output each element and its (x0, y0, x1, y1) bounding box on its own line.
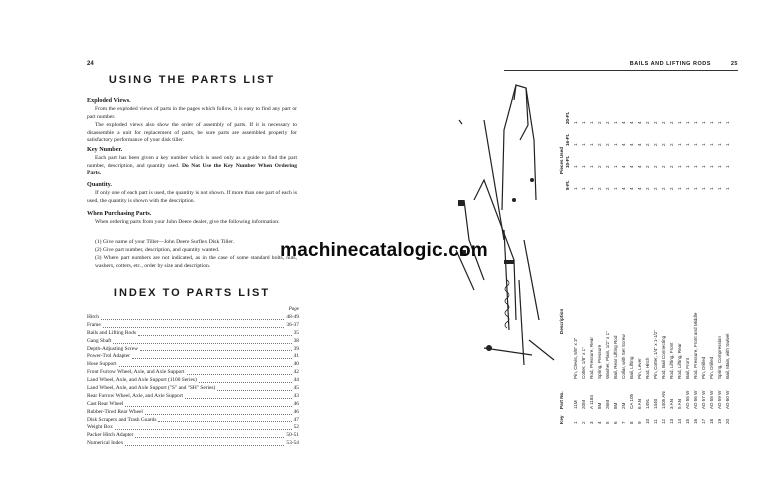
index-row-page: 47 (293, 416, 299, 423)
table-cell-description: Bail, Front (685, 358, 690, 379)
table-cell-part-no: 8M (613, 402, 618, 409)
table-cell-quantity: 2 (669, 121, 674, 124)
table-cell-key: 13 (669, 418, 674, 424)
index-row-title: Numerical Index (87, 440, 124, 447)
table-cell-part-no: 1491 (645, 398, 650, 409)
table-cell-quantity: 1 (701, 143, 706, 146)
table-cell-key: 6 (613, 421, 618, 424)
index-row-leader (145, 409, 292, 415)
table-cell-quantity: 4 (621, 165, 626, 168)
table-header-description: Description (559, 308, 564, 334)
table-cell-quantity: 1 (701, 121, 706, 124)
page-number-left: 24 (87, 61, 94, 67)
table-cell-quantity: 4 (637, 143, 642, 146)
table-cell-quantity: 1 (677, 187, 682, 190)
table-cell-part-no: 20M (581, 400, 586, 409)
index-row-page: 36-37 (286, 321, 299, 328)
index-row-leader (113, 338, 291, 344)
table-cell-key: 5 (605, 421, 610, 424)
exploded-view-diagram (444, 80, 564, 380)
table-cell-quantity: 1 (589, 121, 594, 124)
index-page-label: Page (288, 307, 299, 312)
index-row-page: 43 (293, 392, 299, 399)
index-row (87, 440, 299, 448)
table-cell-key: 20 (725, 418, 730, 424)
index-row-title: Frame (87, 321, 101, 328)
table-cell-quantity: 1 (613, 187, 618, 190)
table-cell-quantity: 1 (685, 165, 690, 168)
table-cell-part-no: A 1184 (589, 395, 594, 409)
index-row-page: 38 (293, 337, 299, 344)
index-row-leader (135, 432, 284, 438)
index-row-leader (101, 314, 284, 320)
index-row-title: Rubber-Tired Rear Wheel (87, 408, 143, 415)
table-cell-quantity: 2 (645, 121, 650, 124)
table-cell-quantity: 2 (653, 143, 658, 146)
para-exploded-views-2: The exploded views also show the order of assembly of parts. If it is necessary to disassemble a unit for replacement of parts, be sure parts are assembled properly for satisfactory performance of your disk tiller. (87, 122, 297, 144)
table-cell-quantity: 1 (725, 143, 730, 146)
table-cell-key: 18 (709, 418, 714, 424)
table-cell-part-no: 8M (597, 402, 602, 409)
index-row-leader (132, 353, 292, 359)
table-cell-quantity: 4 (629, 187, 634, 190)
table-cell-key: 3 (589, 421, 594, 424)
para-quantity: If only one of each part is used, the quantity is not shown. If more than one part of each is used, the quantity is shown with the description. (87, 190, 297, 204)
table-header-col3: 16-Ft. (565, 133, 570, 146)
table-cell-quantity: 1 (693, 143, 698, 146)
table-cell-part-no: 11M (573, 400, 578, 409)
table-cell-part-no: AD 56 W (693, 390, 698, 409)
table-cell-part-no: 1440 (653, 398, 658, 409)
index-heading: INDEX TO PARTS LIST (113, 287, 271, 299)
index-row-leader (103, 322, 285, 328)
index-row (87, 361, 299, 369)
index-row (87, 409, 299, 417)
table-cell-description: Rod, Pressure, Rear (589, 337, 594, 379)
index-row-page: 53-54 (286, 440, 299, 447)
index-row-title: Land Wheel, Axle, and Axle Support (1100 Series) (87, 377, 197, 384)
index-row-title: Depth-Adjusting Screw (87, 345, 139, 352)
index-row-title: Power-Trol Adapter (87, 353, 130, 360)
list-item: (2) Give part number, description, and quantity wanted. (95, 247, 220, 253)
table-cell-quantity: 1 (693, 165, 698, 168)
table-cell-quantity: 1 (573, 121, 578, 124)
table-cell-quantity: 2 (605, 165, 610, 168)
table-cell-quantity: 4 (629, 121, 634, 124)
table-cell-quantity: 2 (605, 187, 610, 190)
index-row (87, 338, 299, 346)
table-cell-quantity: 1 (709, 121, 714, 124)
index-row-title: Cast Rear Wheel (87, 400, 124, 407)
table-cell-quantity: 1 (573, 143, 578, 146)
index-row-page: 48-49 (286, 314, 299, 320)
table-header-key: Key (559, 415, 564, 424)
table-cell-description: Spring, Compression (717, 336, 722, 379)
table-cell-quantity: 4 (621, 187, 626, 190)
table-cell-quantity: 2 (605, 121, 610, 124)
table-cell-part-no: 1405 AN (661, 391, 666, 409)
table-cell-description: Rod, Hitch (645, 357, 650, 379)
table-cell-quantity: 2 (661, 121, 666, 124)
table-cell-quantity: 1 (725, 121, 730, 124)
page-number-right: 25 (730, 61, 738, 67)
table-cell-key: 4 (597, 421, 602, 424)
table-cell-quantity: 1 (717, 187, 722, 190)
index-row (87, 330, 299, 338)
index-row (87, 353, 299, 361)
table-cell-part-no: 5 AN (677, 399, 682, 409)
table-cell-quantity: 2 (645, 143, 650, 146)
table-cell-description: Rod, Lifting, Front (669, 342, 674, 379)
table-cell-quantity: 4 (637, 121, 642, 124)
index-row-page: 42 (293, 369, 299, 376)
index-row-leader (199, 377, 292, 383)
index-row (87, 346, 299, 354)
table-cell-key: 8 (629, 421, 634, 424)
table-cell-quantity: 2 (661, 187, 666, 190)
table-cell-description: Pin, Drilled (701, 356, 706, 379)
table-cell-quantity: 1 (685, 187, 690, 190)
index-row-page: 45 (293, 385, 299, 392)
table-header-col2: 10-Ft. (565, 155, 570, 168)
table-cell-key: 15 (685, 418, 690, 424)
index-row-leader (140, 346, 292, 352)
index-row (87, 369, 299, 377)
table-cell-quantity: 2 (661, 165, 666, 168)
table-cell-description: Rod, Lifting, Rear (677, 343, 682, 379)
table-cell-quantity: 2 (669, 165, 674, 168)
table-header-pieces-used: Pieces Used (559, 146, 564, 174)
para-purchasing: When ordering parts from your John Deere dealer, give the following information: (95, 219, 280, 225)
table-cell-quantity: 4 (637, 165, 642, 168)
table-cell-part-no: 2M (621, 402, 626, 409)
table-cell-key: 9 (637, 421, 642, 424)
index-row-leader (217, 385, 291, 391)
table-cell-quantity: 4 (629, 165, 634, 168)
table-cell-quantity: 2 (645, 187, 650, 190)
table-cell-description: Pin, Drilled (709, 356, 714, 379)
table-cell-description: Rod, Pressure, Front and Middle (693, 312, 698, 379)
table-cell-part-no: AD 60 W (725, 390, 730, 409)
table-cell-quantity: 2 (669, 143, 674, 146)
index-row-page: 39 (293, 345, 299, 352)
table-cell-part-no: CA 105 (629, 393, 634, 409)
table-cell-description: Cotter, 1/8" x 1" (581, 347, 586, 379)
table-cell-quantity: 1 (581, 165, 586, 168)
table-cell-quantity: 1 (677, 121, 682, 124)
index-row-page: 50-51 (286, 432, 299, 439)
index-row (87, 385, 299, 393)
table-cell-quantity: 1 (613, 121, 618, 124)
table-cell-quantity: 1 (573, 165, 578, 168)
table-cell-quantity: 2 (653, 121, 658, 124)
para-key-number: Each part has been given a key number which is used only as a guide to find the part number, description, and quantity used. Do Not Use the Key Number When Ordering Parts. (87, 155, 298, 177)
table-cell-quantity: 1 (725, 187, 730, 190)
table-cell-key: 14 (677, 418, 682, 424)
table-header-col4: 20-Ft. (565, 111, 570, 124)
index-row-page: 35 (293, 329, 299, 336)
table-cell-quantity: 2 (645, 165, 650, 168)
table-cell-quantity: 1 (685, 121, 690, 124)
table-cell-description: Pin, Lever (637, 358, 642, 379)
table-cell-quantity: 2 (597, 143, 602, 146)
table-cell-quantity: 1 (581, 121, 586, 124)
table-cell-quantity: 1 (613, 143, 618, 146)
table-cell-quantity: 1 (693, 121, 698, 124)
table-header-col1: 8-Ft. (565, 180, 570, 190)
table-cell-description: Bail, Main, with Swivel (725, 333, 730, 379)
table-cell-key: 16 (693, 418, 698, 424)
index-row-page: 52 (293, 424, 299, 431)
table-cell-description: Pin, Cotter, 1/4" x 1-1/2" (653, 330, 658, 379)
index-row (87, 322, 299, 330)
section-title: BAILS AND LIFTING RODS 25 (629, 61, 738, 67)
index-row-leader (125, 401, 291, 407)
table-cell-quantity: 2 (669, 187, 674, 190)
index-row (87, 424, 299, 432)
table-cell-key: 2 (581, 421, 586, 424)
table-cell-quantity: 1 (701, 187, 706, 190)
index-row-leader (138, 330, 292, 336)
subhead-quantity: Quantity. (87, 181, 112, 188)
table-cell-part-no: AD 58 W (709, 390, 714, 409)
table-cell-quantity: 2 (661, 143, 666, 146)
table-cell-quantity: 2 (597, 121, 602, 124)
index-row (87, 417, 299, 425)
table-cell-description: Bail, Rear Lifting Rod (613, 335, 618, 379)
table-cell-quantity: 1 (717, 143, 722, 146)
table-cell-quantity: 4 (637, 187, 642, 190)
index-row-leader (119, 361, 292, 367)
table-cell-quantity: 1 (693, 187, 698, 190)
list-item: (3) Where part numbers are not indicated, as in the case of some standard bolts, nuts, washers, cotters, etc., order by size and description. (95, 255, 297, 269)
table-cell-quantity: 1 (677, 165, 682, 168)
index-row-page: 40 (293, 361, 299, 368)
table-cell-quantity: 1 (581, 143, 586, 146)
index-row-leader (187, 369, 292, 375)
index-row-title: Hitch (87, 314, 99, 320)
table-cell-quantity: 1 (581, 187, 586, 190)
table-cell-description: Rod, Bail Connecting (661, 335, 666, 379)
table-cell-quantity: 2 (653, 187, 658, 190)
index-row (87, 401, 299, 409)
index-row-page: 46 (293, 400, 299, 407)
table-cell-quantity: 2 (597, 165, 602, 168)
index-row-leader (185, 393, 292, 399)
subhead-key-number: Key Number. (87, 146, 123, 153)
watermark: machinecatalogic.com (280, 240, 488, 261)
table-cell-quantity: 1 (709, 143, 714, 146)
index-row-title: Rear Furrow Wheel, Axle, and Axle Support (87, 392, 184, 399)
index-row (87, 377, 299, 385)
index-row-title: Hose Support (87, 361, 117, 368)
table-cell-part-no: 6 AN (637, 399, 642, 409)
index-row-leader (158, 417, 291, 423)
table-cell-description: Collar, with Set Screw (621, 334, 626, 379)
index-row-page: 44 (293, 377, 299, 384)
table-cell-quantity: 1 (709, 187, 714, 190)
table-cell-quantity: 4 (629, 143, 634, 146)
table-cell-key: 19 (717, 418, 722, 424)
table-cell-key: 11 (653, 419, 658, 424)
list-item: (1) Give name of your Tiller—John Deere Surflex Disk Tiller. (95, 239, 234, 245)
table-header-part-no: Part No. (559, 391, 564, 409)
table-cell-key: 1 (573, 421, 578, 424)
table-cell-quantity: 1 (709, 165, 714, 168)
using-parts-list-heading: USING THE PARTS LIST (108, 74, 276, 86)
table-cell-part-no: AD 59 W (717, 390, 722, 409)
index-row-title: Gang Shaft (87, 337, 112, 344)
table-cell-part-no: 26M (605, 400, 610, 409)
table-cell-quantity: 4 (621, 143, 626, 146)
subhead-exploded-views: Exploded Views. (87, 97, 131, 104)
table-cell-quantity: 1 (573, 187, 578, 190)
table-cell-key: 10 (645, 418, 650, 424)
index-list (87, 307, 299, 448)
table-cell-quantity: 1 (717, 165, 722, 168)
table-cell-quantity: 2 (653, 165, 658, 168)
table-cell-key: 17 (701, 418, 706, 424)
index-row (87, 393, 299, 401)
table-cell-quantity: 1 (717, 121, 722, 124)
index-row (87, 432, 299, 440)
table-cell-description: Pin, Clevis, 5/8" x 3" (573, 337, 578, 379)
table-cell-quantity: 1 (589, 187, 594, 190)
table-cell-quantity: 1 (589, 143, 594, 146)
table-cell-quantity: 1 (685, 143, 690, 146)
index-row-title: Packer Hitch Adapter (87, 432, 134, 439)
index-row-title: Front Furrow Wheel, Axle, and Axle Support (87, 369, 185, 376)
table-cell-part-no: AD 55 W (685, 390, 690, 409)
index-row-title: Bails and Lifting Rods (87, 329, 136, 336)
table-cell-part-no: AD 57 W (701, 390, 706, 409)
subhead-purchasing: When Purchasing Parts. (87, 210, 152, 217)
index-row-title: Weight Box (87, 424, 113, 431)
para-exploded-views-1: From the exploded views of parts in the pages which follow, it is easy to find any part or part number. (87, 106, 297, 120)
table-cell-quantity: 1 (701, 165, 706, 168)
table-cell-description: Washer, Plain, 1/2" x 1" (605, 331, 610, 379)
table-cell-quantity: 1 (725, 165, 730, 168)
header-rule (504, 70, 738, 71)
table-cell-quantity: 2 (597, 187, 602, 190)
table-cell-key: 7 (621, 421, 626, 424)
index-row-title: Disk Scrapers and Trash Guards (87, 416, 157, 423)
table-cell-quantity: 1 (589, 165, 594, 168)
table-cell-quantity: 2 (605, 143, 610, 146)
index-row-leader (125, 440, 284, 446)
table-cell-quantity: 1 (613, 165, 618, 168)
table-cell-part-no: 3 AN (669, 399, 674, 409)
table-cell-key: 12 (661, 418, 666, 424)
table-cell-quantity: 1 (677, 143, 682, 146)
table-cell-description: Spring, Pressure (597, 344, 602, 379)
table-cell-description: Bail, Lifting (629, 356, 634, 379)
index-row-page: 46 (293, 408, 299, 415)
index-row-page: 41 (293, 353, 299, 360)
index-row (87, 314, 299, 322)
table-cell-quantity: 4 (621, 121, 626, 124)
index-row-leader (115, 424, 292, 430)
index-row-title: Land Wheel, Axle, and Axle Support ("S" and "SH" Series) (87, 385, 216, 392)
